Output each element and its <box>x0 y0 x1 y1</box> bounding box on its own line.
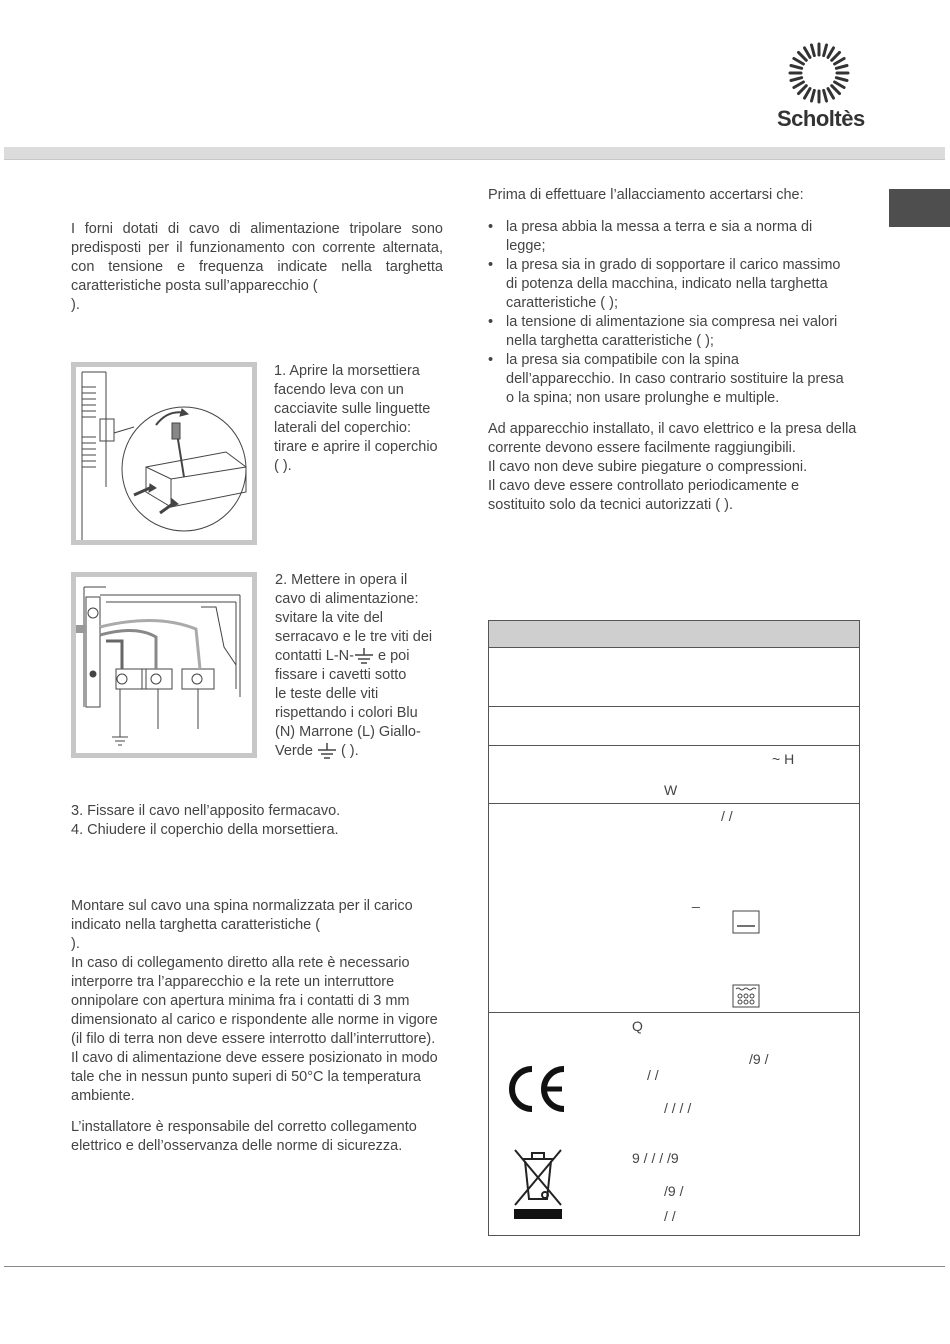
list-item: • la tensione di alimentazione sia compresa nei valori nella targhetta caratteristiche ( ); <box>488 313 846 351</box>
step-2-part-b: e poi fissare i cavetti sotto le teste delle viti rispettando i colori Blu (N) Marrone (L) Giallo-Verde <box>275 648 421 759</box>
table-row <box>489 746 859 804</box>
table-fragment: / / <box>664 1208 676 1224</box>
table-fragment: / / / / <box>664 1100 692 1116</box>
table-row <box>489 804 859 1013</box>
list-item: • la presa abbia la messa a terra e sia a norma di legge; <box>488 218 846 256</box>
wiring-diagram-illustration <box>76 577 252 753</box>
table-fragment: _ <box>692 892 700 908</box>
step-3-text: 3. Fissare il cavo nell’apposito fermacavo. <box>71 803 341 819</box>
technical-data-table <box>488 620 860 1236</box>
logo-ray <box>832 86 840 94</box>
logo-ray <box>828 89 834 99</box>
wiring-figure <box>71 572 257 758</box>
table-row <box>489 647 859 707</box>
language-side-tab <box>889 189 950 227</box>
right-intro-text: Prima di effettuare l’allacciamento accertarsi che: <box>488 187 804 203</box>
left-intro-paragraph: I forni dotati di cavo di alimentazione tripolare sono predisposti per il funzionamento con corrente alternata, con tensione e frequenza indicate nella targhetta caratteristiche posta sull’apparecchio ( ). <box>71 221 443 313</box>
weee-bin-icon <box>512 1147 564 1221</box>
brand-logo-text: Scholtès <box>777 106 865 131</box>
table-header <box>489 621 859 648</box>
logo-ray <box>798 52 806 60</box>
logo-ray <box>811 90 814 101</box>
logo-ray <box>794 59 804 65</box>
step-2-text <box>275 571 440 761</box>
logo-ray <box>805 89 811 99</box>
table-fragment: / / <box>721 808 733 824</box>
ground-symbol-icon <box>317 743 337 759</box>
ce-mark-icon <box>502 1063 568 1115</box>
logo-ray <box>791 65 802 68</box>
table-fragment: / / <box>647 1067 659 1083</box>
step-1-text: 1. Aprire la morsettiera facendo leva con un cacciavite sulle linguette laterali del coperchio: tirare e aprire il coperchio ( ). <box>274 363 438 474</box>
logo-ray <box>811 45 814 56</box>
table-fragment: /9 / <box>664 1183 684 1199</box>
table-fragment: /9 / <box>749 1051 769 1067</box>
logo-ray <box>832 52 840 60</box>
logo-ray <box>836 65 847 68</box>
plug-paragraph: Montare sul cavo una spina normalizzata per il carico indicato nella targhetta caratteristiche ( ). In caso di collegamento diretto alla rete è necessario interporre tra l’apparecchio e la rete un interruttore onnipolare con apertura minima fra i contatti di 3 mm dimensionato al carico e rispondente alle norme in vigore (il filo di terra non deve essere interrotto dall’interruttore). Il cavo di alimentazione deve essere posizionato in modo tale che in nessun punto superi di 50°C la temperatura ambiente. <box>71 898 438 1104</box>
step-2-part-c: ( ). <box>336 743 359 759</box>
footer-line <box>4 1266 945 1267</box>
header-bar <box>4 147 945 160</box>
logo-ray <box>805 48 811 58</box>
table-fragment: ~ H <box>772 751 795 767</box>
table-fragment: W <box>664 782 678 798</box>
logo-ray <box>835 82 845 88</box>
step-2-part-a: 2. Mettere in opera il cavo di alimentazione: svitare la vite del serracavo e le tre viti dei contatti L-N- <box>275 572 433 664</box>
logo-ray <box>791 78 802 81</box>
oven-bottom-heat-icon <box>732 910 760 934</box>
installer-paragraph: L’installatore è responsabile del corretto collegamento elettrico e dell’osservanza delle norme di sicurezza. <box>71 1119 417 1154</box>
terminal-box-figure <box>71 362 257 545</box>
table-fragment: Q <box>632 1018 643 1034</box>
table-row <box>489 707 859 746</box>
requirements-list <box>488 218 846 408</box>
logo-ray <box>824 90 827 101</box>
table-row <box>489 1013 859 1235</box>
right-paragraph: Ad apparecchio installato, il cavo elettrico e la presa della corrente devono essere facilmente raggiungibili. Il cavo non deve subire piegature o compressioni. Il cavo deve essere controllato periodicamente e sostituito solo da tecnici autorizzati ( ). <box>488 421 857 513</box>
logo-ray <box>798 86 806 94</box>
list-item: • la presa sia in grado di sopportare il carico massimo di potenza della macchina, indicato nella targhetta caratteristiche ( ); <box>488 256 846 313</box>
logo-ray <box>824 45 827 56</box>
logo-ray <box>835 59 845 65</box>
sun-logo-icon <box>786 40 852 106</box>
step-4-text: 4. Chiudere il coperchio della morsettiera. <box>71 822 339 838</box>
table-fragment: 9 / / / /9 <box>632 1150 679 1166</box>
logo-ray <box>828 48 834 58</box>
list-item: • la presa sia compatibile con la spina dell’apparecchio. In caso contrario sostituire la presa o la spina; non usare prolunghe e multiple. <box>488 351 846 408</box>
ground-symbol-icon <box>354 648 374 664</box>
logo-ray <box>794 82 804 88</box>
logo-ray <box>836 78 847 81</box>
oven-grill-icon <box>732 984 760 1008</box>
screwdriver-terminal-illustration <box>76 367 252 540</box>
